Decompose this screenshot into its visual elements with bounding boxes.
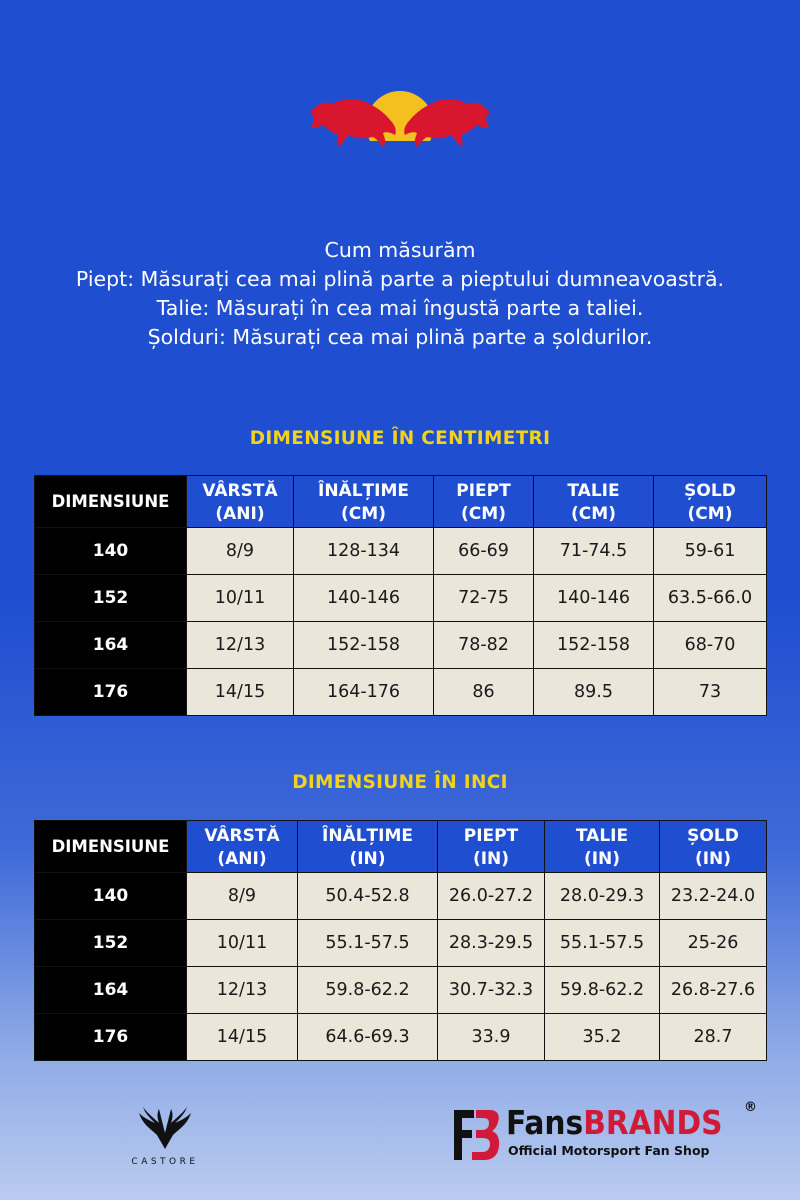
castore-wordmark: CASTORE xyxy=(131,1157,199,1167)
table-header-row xyxy=(35,821,767,873)
table-row xyxy=(35,669,767,716)
header-chest: PIEPT (CM) xyxy=(434,476,534,528)
table-cell: 68-70 xyxy=(654,622,767,669)
cm-size-table xyxy=(34,475,767,716)
cm-table-title: DIMENSIUNE ÎN CENTIMETRI xyxy=(249,428,551,449)
table-cell: 10/11 xyxy=(187,575,294,622)
table-cell: 55.1-57.5 xyxy=(545,920,660,967)
table-cell: 8/9 xyxy=(187,873,298,920)
castore-logo xyxy=(130,1105,200,1167)
row-size: 140 xyxy=(35,873,187,920)
table-cell: 78-82 xyxy=(434,622,534,669)
instructions-waist: Talie: Măsurați în cea mai îngustă parte a taliei. xyxy=(156,296,644,320)
corner-header: DIMENSIUNE xyxy=(35,476,187,528)
table-cell: 64.6-69.3 xyxy=(298,1014,438,1061)
table-cell: 63.5-66.0 xyxy=(654,575,767,622)
table-cell: 73 xyxy=(654,669,767,716)
table-cell: 33.9 xyxy=(438,1014,545,1061)
table-cell: 86 xyxy=(434,669,534,716)
header-waist: TALIE (CM) xyxy=(534,476,654,528)
table-cell: 140-146 xyxy=(294,575,434,622)
castore-wings-icon xyxy=(137,1105,193,1151)
header-hip: ȘOLD (IN) xyxy=(660,821,767,873)
table-header-row xyxy=(35,476,767,528)
table-cell: 12/13 xyxy=(187,622,294,669)
header-height: ÎNĂLȚIME (IN) xyxy=(298,821,438,873)
header-chest: PIEPT (IN) xyxy=(438,821,545,873)
table-cell: 152-158 xyxy=(294,622,434,669)
table-cell: 25-26 xyxy=(660,920,767,967)
table-cell: 12/13 xyxy=(187,967,298,1014)
row-size: 152 xyxy=(35,920,187,967)
registered-mark: ® xyxy=(744,1100,757,1115)
instructions-hips: Șolduri: Măsurați cea mai plină parte a șoldurilor. xyxy=(147,325,653,349)
table-row xyxy=(35,528,767,575)
table-cell: 28.7 xyxy=(660,1014,767,1061)
table-cell: 59-61 xyxy=(654,528,767,575)
measurement-instructions xyxy=(0,236,800,352)
row-size: 164 xyxy=(35,622,187,669)
instructions-heading: Cum măsurăm xyxy=(324,238,476,262)
header-age: VÂRSTĂ (ANI) xyxy=(187,476,294,528)
table-cell: 35.2 xyxy=(545,1014,660,1061)
table-cell: 14/15 xyxy=(187,669,294,716)
table-cell: 26.0-27.2 xyxy=(438,873,545,920)
row-size: 176 xyxy=(35,1014,187,1061)
table-cell: 59.8-62.2 xyxy=(545,967,660,1014)
in-size-table xyxy=(34,820,767,1061)
table-cell: 128-134 xyxy=(294,528,434,575)
table-cell: 50.4-52.8 xyxy=(298,873,438,920)
table-row xyxy=(35,622,767,669)
table-cell: 8/9 xyxy=(187,528,294,575)
table-cell: 59.8-62.2 xyxy=(298,967,438,1014)
table-cell: 10/11 xyxy=(187,920,298,967)
table-cell: 23.2-24.0 xyxy=(660,873,767,920)
fansbrands-fb-icon xyxy=(452,1108,500,1162)
table-cell: 152-158 xyxy=(534,622,654,669)
table-cell: 66-69 xyxy=(434,528,534,575)
row-size: 152 xyxy=(35,575,187,622)
red-bull-logo-icon xyxy=(305,85,495,165)
instructions-chest: Piept: Măsurați cea mai plină parte a pieptului dumneavoastră. xyxy=(75,267,725,291)
table-cell: 30.7-32.3 xyxy=(438,967,545,1014)
header-age: VÂRSTĂ (ANI) xyxy=(187,821,298,873)
in-table-title: DIMENSIUNE ÎN INCI xyxy=(292,772,508,793)
table-cell: 28.0-29.3 xyxy=(545,873,660,920)
table-cell: 14/15 xyxy=(187,1014,298,1061)
fansbrands-logo xyxy=(452,1100,762,1166)
table-cell: 140-146 xyxy=(534,575,654,622)
table-row xyxy=(35,575,767,622)
header-hip: ȘOLD (CM) xyxy=(654,476,767,528)
table-cell: 89.5 xyxy=(534,669,654,716)
header-height: ÎNĂLȚIME (CM) xyxy=(294,476,434,528)
table-cell: 72-75 xyxy=(434,575,534,622)
table-row xyxy=(35,967,767,1014)
fansbrands-wordmark: FansBRANDS xyxy=(506,1103,723,1142)
table-row xyxy=(35,873,767,920)
table-cell: 164-176 xyxy=(294,669,434,716)
table-cell: 55.1-57.5 xyxy=(298,920,438,967)
fansbrands-tagline: Official Motorsport Fan Shop xyxy=(508,1143,710,1158)
table-cell: 28.3-29.5 xyxy=(438,920,545,967)
header-waist: TALIE (IN) xyxy=(545,821,660,873)
row-size: 164 xyxy=(35,967,187,1014)
row-size: 140 xyxy=(35,528,187,575)
table-row xyxy=(35,1014,767,1061)
table-row xyxy=(35,920,767,967)
row-size: 176 xyxy=(35,669,187,716)
corner-header: DIMENSIUNE xyxy=(35,821,187,873)
table-cell: 26.8-27.6 xyxy=(660,967,767,1014)
table-cell: 71-74.5 xyxy=(534,528,654,575)
